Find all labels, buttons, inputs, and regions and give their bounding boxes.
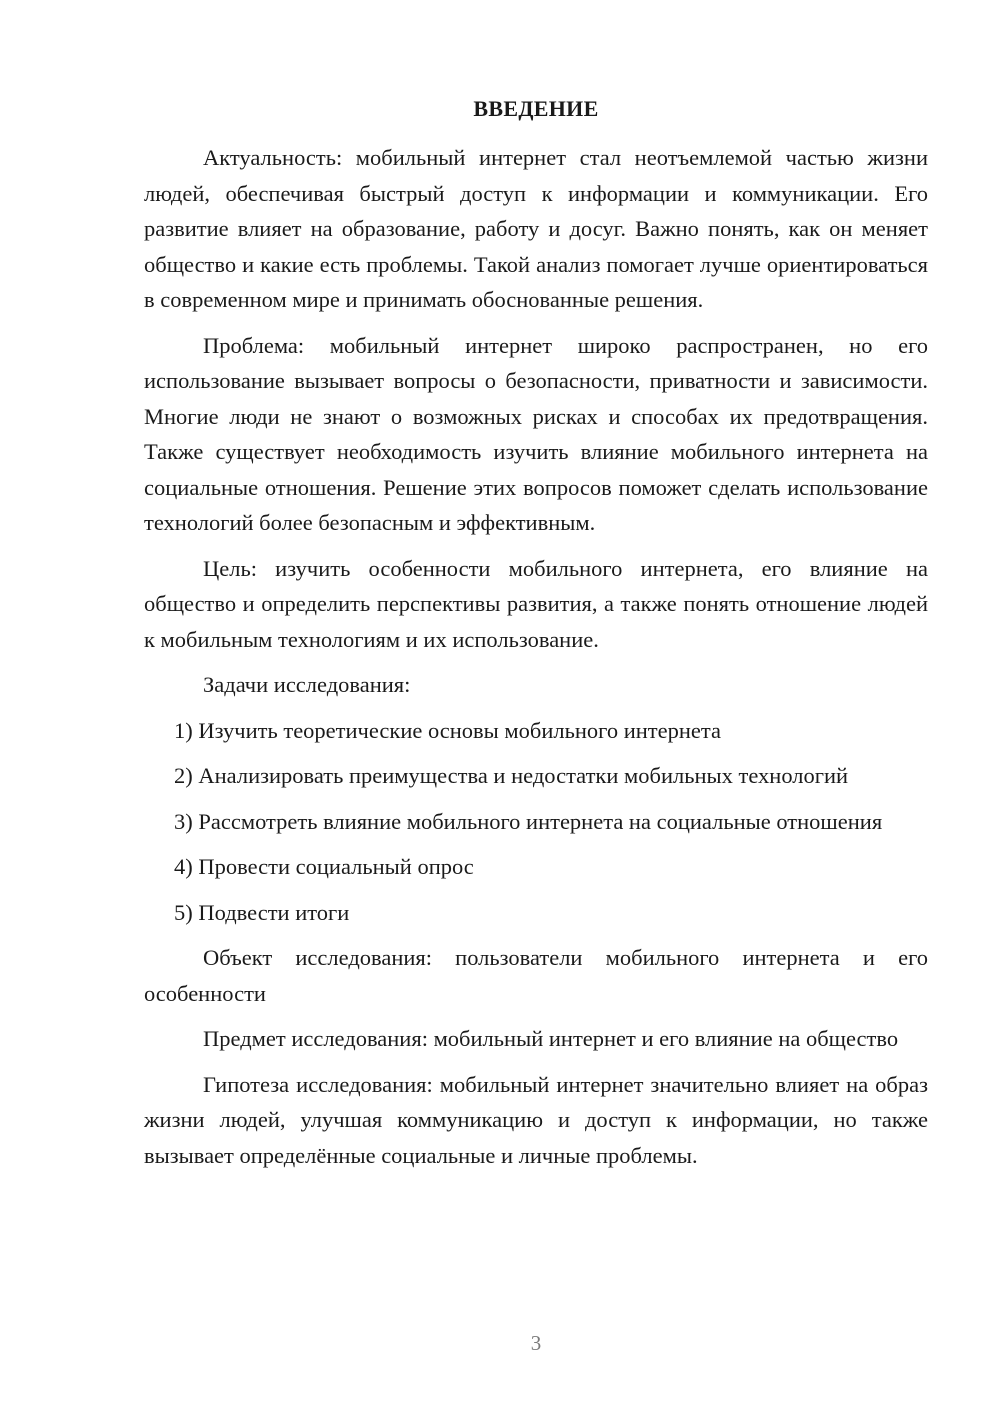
task-item-5: 5) Подвести итоги	[174, 899, 350, 925]
task-item-3: 3) Рассмотреть влияние мобильного интернета на социальные отношения	[174, 808, 883, 834]
hypothesis-paragraph: Гипотеза исследования: мобильный интернет значительно влияет на образ жизни людей, улучшая коммуникацию и доступ к информации, но также вызывает определённые социальные и личные проблемы.	[144, 1071, 928, 1168]
tasks-heading: Задачи исследования:	[203, 672, 411, 697]
page-number: 3	[530, 1331, 542, 1355]
relevance-paragraph: Актуальность: мобильный интернет стал неотъемлемой частью жизни людей, обеспечивая быстрый доступ к информации и коммуникации. Его развитие влияет на образование, работу и досуг. Важно понять, как он меняет общество и какие есть проблемы. Такой анализ помогает лучше ориентироваться в современном мире и принимать обоснованные решения.	[144, 145, 928, 312]
task-item-4: 4) Провести социальный опрос	[174, 854, 474, 879]
page-title: ВВЕДЕНИЕ	[473, 96, 599, 121]
problem-paragraph: Проблема: мобильный интернет широко распространен, но его использование вызывает вопросы о безопасности, приватности и зависимости. Многие люди не знают о возможных рисках и способах их предотвращения. Также существует необходимость изучить влияние мобильного интернета на социальные отношения. Решение этих вопросов поможет сделать использование технологий более безопасным и эффективным.	[144, 332, 928, 535]
object-paragraph: Объект исследования: пользователи мобильного интернета и его особенности	[144, 945, 928, 1006]
goal-paragraph: Цель: изучить особенности мобильного интернета, его влияние на общество и определить перспективы развития, а также понять отношение людей к мобильным технологиям и их использование.	[144, 555, 928, 652]
document-body	[144, 140, 928, 1173]
subject-paragraph: Предмет исследования: мобильный интернет и его влияние на общество	[203, 1026, 899, 1051]
task-item-2: 2) Анализировать преимущества и недостатки мобильных технологий	[174, 763, 849, 788]
task-item-1: 1) Изучить теоретические основы мобильного интернета	[174, 717, 721, 743]
